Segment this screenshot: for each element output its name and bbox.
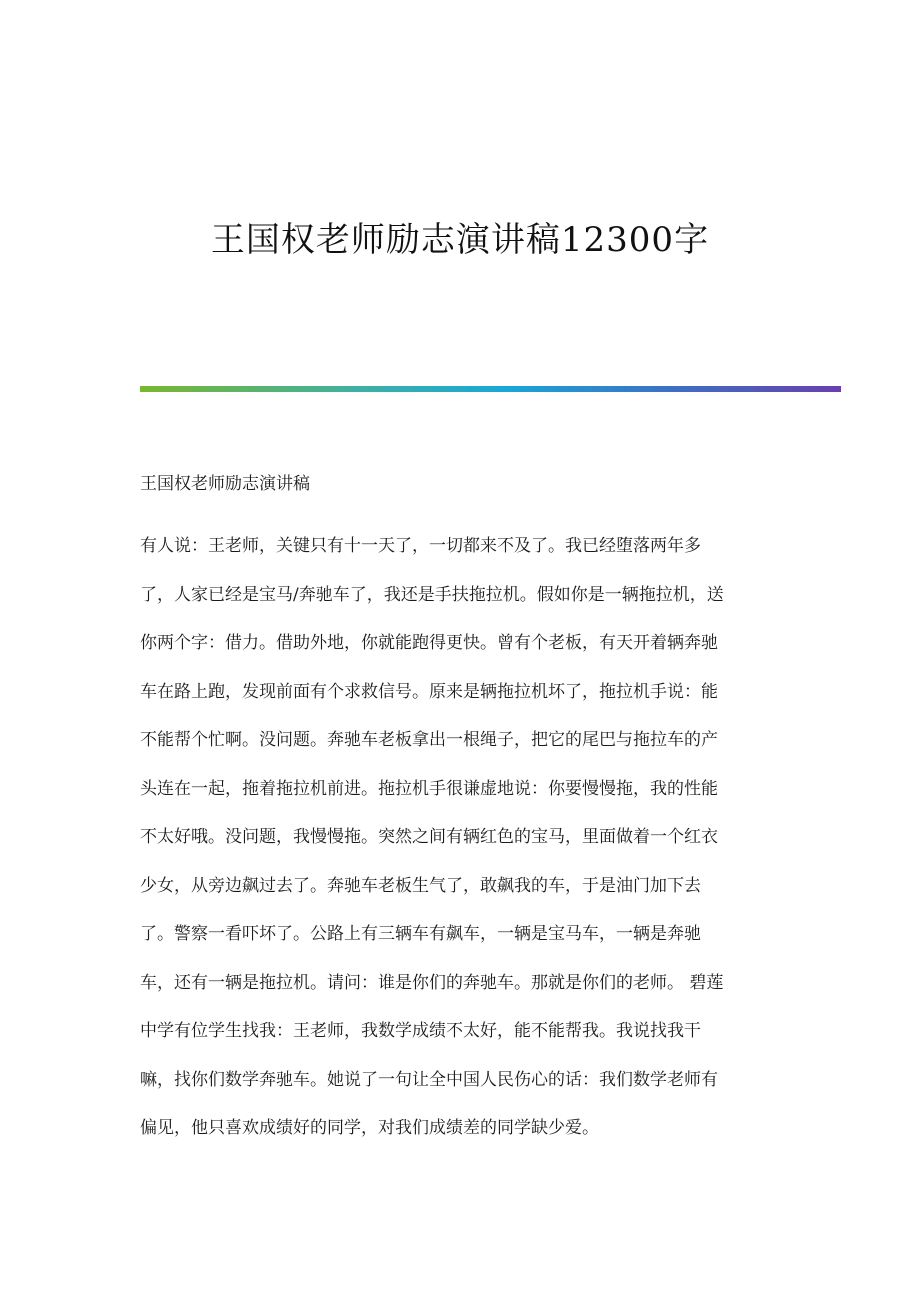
body-line: 不太好哦。没问题，我慢慢拖。突然之间有辆红色的宝马，里面做着一个红衣 [140,827,718,847]
body-line: 中学有位学生找我：王老师，我数学成绩不太好，能不能帮我。我说找我干 [140,1021,701,1041]
body-line: 不能帮个忙啊。没问题。奔驰车老板拿出一根绳子，把它的尾巴与拖拉车的产 [140,730,718,750]
body-line: 你两个字：借力。借助外地，你就能跑得更快。曾有个老板，有天开着辆奔驰 [140,633,718,653]
body-line: 偏见，他只喜欢成绩好的同学，对我们成绩差的同学缺少爱。 [140,1118,599,1138]
body-line: 车在路上跑，发现前面有个求救信号。原来是辆拖拉机坏了，拖拉机手说：能 [140,681,718,702]
document-subtitle: 王国权老师励志演讲稿 [140,474,310,494]
body-line: 有人说：王老师，关键只有十一天了，一切都来不及了。我已经堕落两年多 [140,536,701,556]
title-divider [140,386,841,392]
body-text [140,522,782,1153]
page-title: 王国权老师励志演讲稿12300字 [210,220,710,260]
body-line: 头连在一起，拖着拖拉机前进。拖拉机手很谦虚地说：你要慢慢拖，我的性能 [140,778,718,799]
body-line: 了，人家已经是宝马/奔驰车了，我还是手扶拖拉机。假如你是一辆拖拉机，送 [140,584,724,605]
body-line: 车，还有一辆是拖拉机。请问：谁是你们的奔驰车。那就是你们的老师。 碧莲 [140,972,724,993]
body-line: 嘛，找你们数学奔驰车。她说了一句让全中国人民伤心的话：我们数学老师有 [140,1069,718,1090]
body-line: 少女，从旁边飙过去了。奔驰车老板生气了，敢飙我的车，于是油门加下去 [140,875,701,896]
body-line: 了。警察一看吓坏了。公路上有三辆车有飙车，一辆是宝马车，一辆是奔驰 [140,924,701,944]
